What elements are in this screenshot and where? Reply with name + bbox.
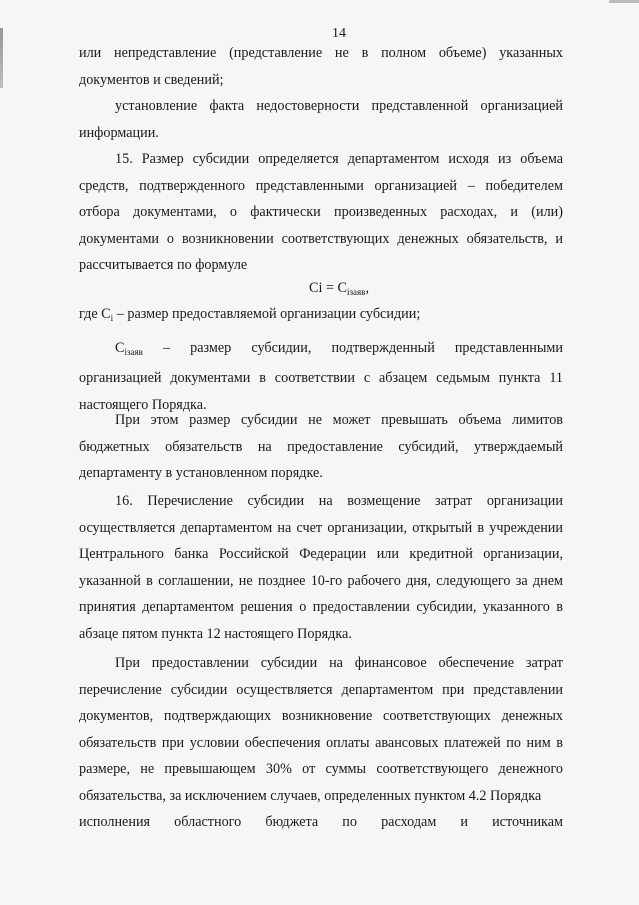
continuation-line-2: документов и сведений; (79, 71, 224, 88)
paragraph-16-block (79, 488, 563, 647)
definitions-block (79, 301, 563, 418)
definition-ci-sub: i (110, 313, 114, 323)
definition-czayav (79, 335, 563, 419)
paragraph-16: 16. Перечисление субсидии на возмещение затрат организации осуществляется департаментом на счет организации, открытый в учреждении Центрального банка Российской Федерации или кредитной организации, указанной в соглашении, не позднее 10-го рабочего дня, следующего за днем принятия департаментом решения о предоставлении субсидии, указанного в абзаце пятом пункта 12 настоящего Порядка. (79, 493, 563, 642)
paragraph-15-block (79, 146, 563, 279)
subsidy-formula (0, 276, 639, 304)
definition-czayav-sub: iзаяв (124, 346, 143, 357)
definition-czayav-prefix: C (115, 339, 125, 356)
continuation-block (79, 40, 563, 146)
formula-subscript: iзаяв (346, 287, 366, 297)
paragraph-finance: При предоставлении субсидии на финансовое обеспечение затрат перечисление субсидии осуществляется департаментом при представлении документов, подтверждающих возникновение соответствующих денежных обязательств при условии обеспечения оплаты авансовых платежей по ним в размере, не превышающем 30% от суммы соответствующего денежного обязательства, за исключением случаев, определенных пунктом 4.2 Порядка (79, 655, 563, 804)
paragraph-15: 15. Размер субсидии определяется департаментом исходя из объема средств, подтвержденного представленными организацией – победителем отбора документами, о фактически произведенных расходах, и (или) документами о возникновении соответствующих денежных обязательств, и рассчитывается по формуле (79, 151, 563, 273)
continuation-line-1: или непредставление (представление не в полном объеме) указанных (79, 45, 563, 61)
paragraph-finance-last-line: исполнения областного бюджета по расходам и источникам (79, 814, 563, 830)
paragraph-limit: При этом размер субсидии не может превышать объема лимитов бюджетных обязательств на предоставление субсидий, утверждаемый департаменту в установленном порядке. (79, 412, 563, 481)
finance-paragraph-block (79, 650, 563, 836)
formula-tail: , (365, 280, 369, 296)
paragraph-unreliable-info: установление факта недостоверности представленной организацией информации. (79, 98, 563, 141)
definition-ci-prefix: где C (79, 306, 111, 322)
limit-paragraph-block (79, 407, 563, 487)
page-number: 14 (332, 26, 346, 41)
definition-ci-text: – размер предоставляемой организации субсидии; (113, 306, 421, 322)
scan-edge-mark-top (609, 0, 639, 3)
definition-ci (79, 301, 563, 332)
formula-left: Ci = C (309, 280, 347, 296)
definition-czayav-text: – размер субсидии, подтвержденный представленными организацией документами в соответствии с абзацем седьмым пункта 11 настоящего Порядка. (79, 339, 563, 413)
